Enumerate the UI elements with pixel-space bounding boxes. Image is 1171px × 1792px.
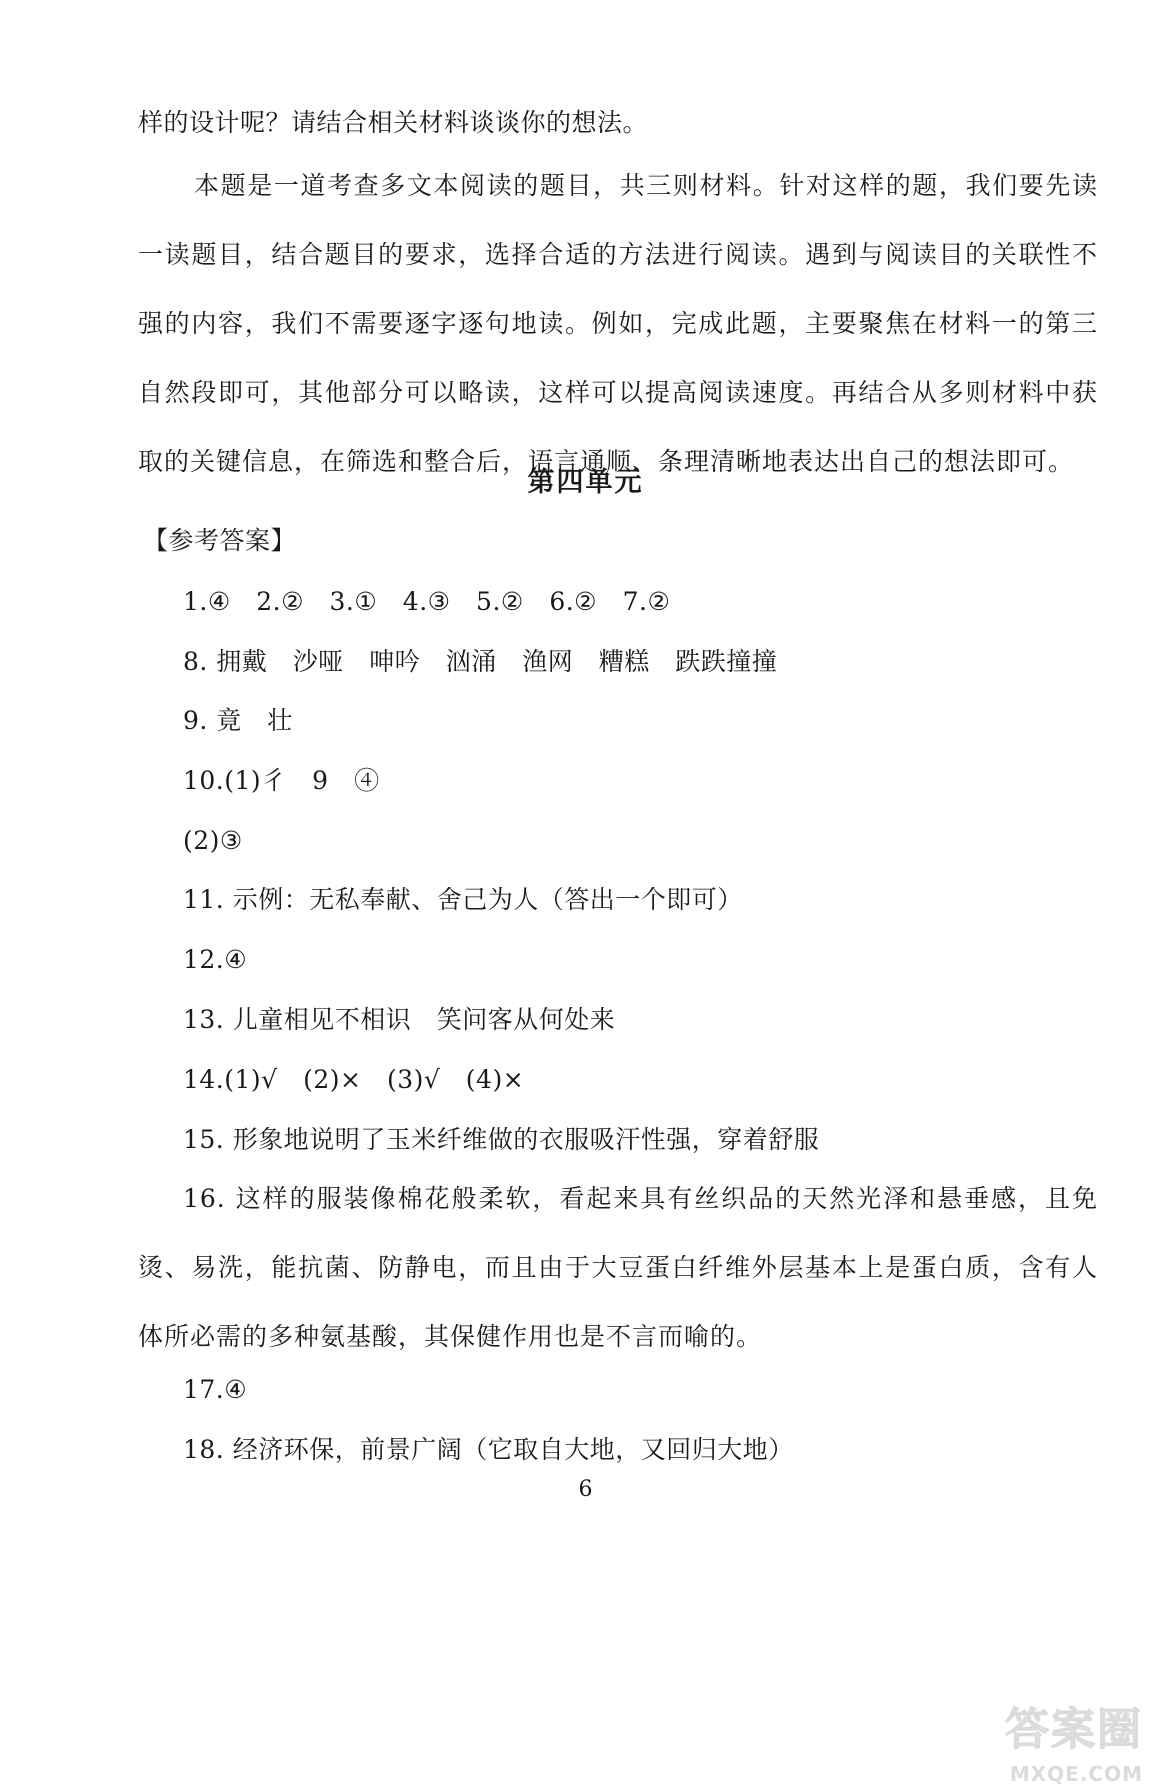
answer-item-12: 12.④ (183, 945, 248, 974)
site-watermark (997, 1706, 1157, 1786)
answer-item-9: 9. 竟 壮 (183, 706, 293, 735)
answer-item-10-2: (2)③ (183, 826, 243, 855)
answer-item-8: 8. 拥戴 沙哑 呻吟 汹涌 渔网 糟糕 跌跌撞撞 (183, 647, 778, 676)
answer-item-16: 16. 这样的服装像棉花般柔软，看起来具有丝织品的天然光泽和悬垂感，且免烫、易洗，能抗菌、防静电，而且由于大豆蛋白纤维外层基本上是蛋白质，含有人体所必需的多种氨基酸，其保健作用也是不言而喻的。 (138, 1184, 1098, 1351)
intro-paragraph: 本题是一道考查多文本阅读的题目，共三则材料。针对这样的题，我们要先读一读题目，结合题目的要求，选择合适的方法进行阅读。遇到与阅读目的关联性不强的内容，我们不需要逐字逐句地读。例如，完成此题，主要聚焦在材料一的第三自然段即可，其他部分可以略读，这样可以提高阅读速度。再结合从多则材料中获取的关键信息，在筛选和整合后，语言通顺、条理清晰地表达出自己的想法即可。 (138, 171, 1098, 476)
watermark-url: MXQE.COM (1009, 1762, 1143, 1786)
answer-item-11: 11. 示例：无私奉献、舍己为人（答出一个即可） (183, 885, 743, 914)
watermark-logo-text: 答案圈 (1005, 1704, 1143, 1755)
page-number: 6 (578, 1477, 593, 1502)
answer-item-1-7: 1.④ 2.② 3.① 4.③ 5.② 6.② 7.② (183, 587, 671, 616)
answer-item-10-1: 10.(1)彳 9 ④ (183, 766, 380, 795)
answer-item-14: 14.(1)√ (2)× (3)√ (4)× (183, 1065, 525, 1094)
intro-line-end: 样的设计呢？请结合相关材料谈谈你的想法。 (138, 108, 649, 137)
answers-heading: 【参考答案】 (143, 526, 297, 555)
answer-item-15: 15. 形象地说明了玉米纤维做的衣服吸汗性强，穿着舒服 (183, 1125, 820, 1154)
answer-item-18: 18. 经济环保，前景广阔（它取自大地，又回归大地） (183, 1435, 794, 1464)
section-title: 第四单元 (527, 467, 644, 498)
answer-item-13: 13. 儿童相见不相识 笑问客从何处来 (183, 1005, 616, 1034)
answer-item-17: 17.④ (183, 1375, 248, 1404)
